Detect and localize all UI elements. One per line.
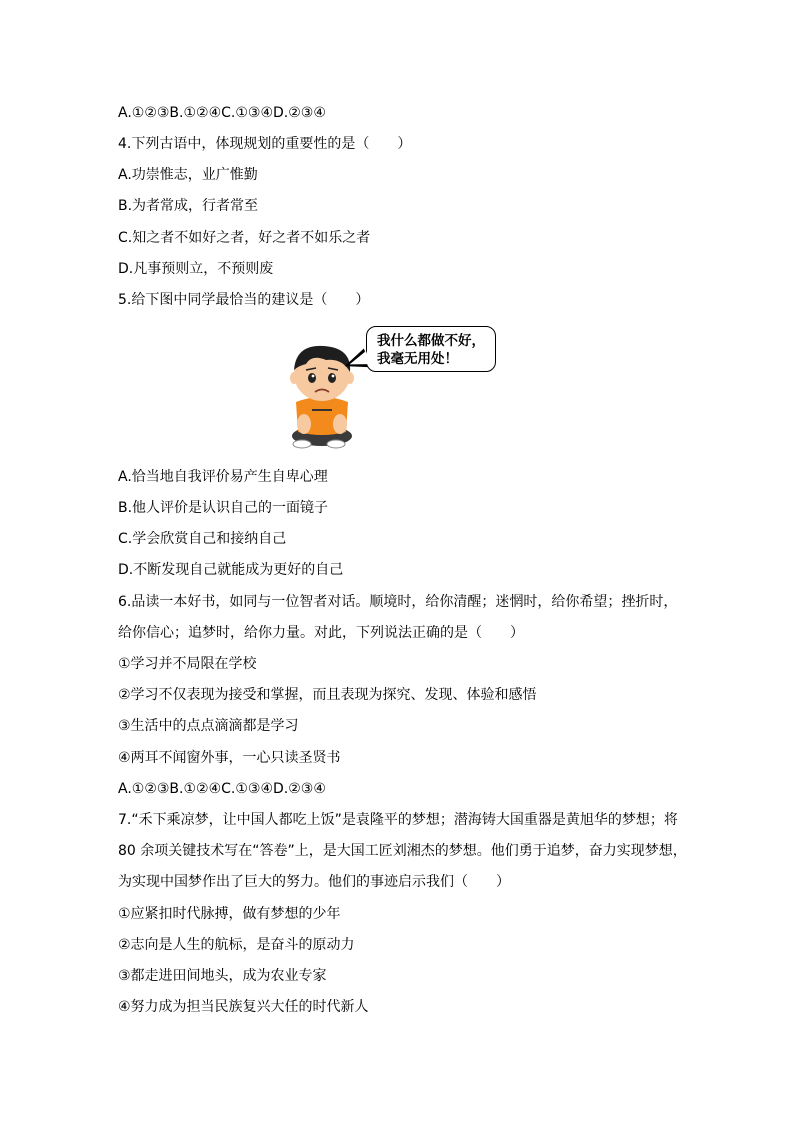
text-line: B.为者常成，行者常至	[118, 198, 259, 214]
text-line: ①学习并不局限在学校	[118, 656, 257, 672]
text-line: 80 余项关键技术写在“答卷”上，是大国工匠刘湘杰的梦想。他们勇于追梦，奋力实现梦想，	[118, 843, 687, 859]
text-line: 为实现中国梦作出了巨大的努力。他们的事迹启示我们（ ）	[118, 874, 510, 890]
speech-bubble	[366, 326, 496, 372]
text-line: ②学习不仅表现为接受和掌握，而且表现为探究、发现、体验和感悟	[118, 687, 537, 703]
text-line: D.凡事预则立，不预则废	[118, 261, 274, 277]
text-line: ④两耳不闻窗外事，一心只读圣贤书	[118, 750, 341, 766]
speech-bubble-text	[377, 332, 485, 368]
text-line: A.功崇惟志，业广惟勤	[118, 167, 258, 183]
text-line: 7.“禾下乘凉梦，让中国人都吃上饭”是袁隆平的梦想；潜海铸大国重器是黄旭华的梦想；将	[118, 812, 678, 828]
text-line: A.①②③B.①②④C.①③④D.②③④	[118, 781, 326, 797]
speech-bubble-line-1: 我什么都做不好，	[377, 333, 485, 349]
text-line: 4.下列古语中，体现规划的重要性的是（ ）	[118, 136, 412, 152]
text-line: A.恰当地自我评价易产生自卑心理	[118, 469, 328, 485]
text-line: ③生活中的点点滴滴都是学习	[118, 718, 299, 734]
text-line: 6.品读一本好书，如同与一位智者对话。顺境时，给你清醒；迷惘时，给你希望；挫折时，	[118, 594, 678, 610]
text-line: C.学会欣赏自己和接纳自己	[118, 531, 287, 547]
text-line: ①应紧扣时代脉搏，做有梦想的少年	[118, 906, 341, 922]
text-line: ④努力成为担当民族复兴大任的时代新人	[118, 999, 369, 1015]
text-line: 5.给下图中同学最恰当的建议是（ ）	[118, 292, 370, 308]
text-line: ③都走进田间地头，成为农业专家	[118, 968, 327, 984]
text-line: B.他人评价是认识自己的一面镜子	[118, 500, 329, 516]
text-line: ②志向是人生的航标，是奋斗的原动力	[118, 937, 355, 953]
text-line: C.知之者不如好之者，好之者不如乐之者	[118, 230, 371, 246]
speech-bubble-line-2: 我毫无用处！	[377, 351, 458, 367]
sad-boy-illustration	[282, 322, 507, 450]
text-line: A.①②③B.①②④C.①③④D.②③④	[118, 105, 326, 121]
text-line: D.不断发现自己就能成为更好的自己	[118, 562, 344, 578]
text-line: 给你信心；追梦时，给你力量。对此，下列说法正确的是（ ）	[118, 625, 524, 641]
